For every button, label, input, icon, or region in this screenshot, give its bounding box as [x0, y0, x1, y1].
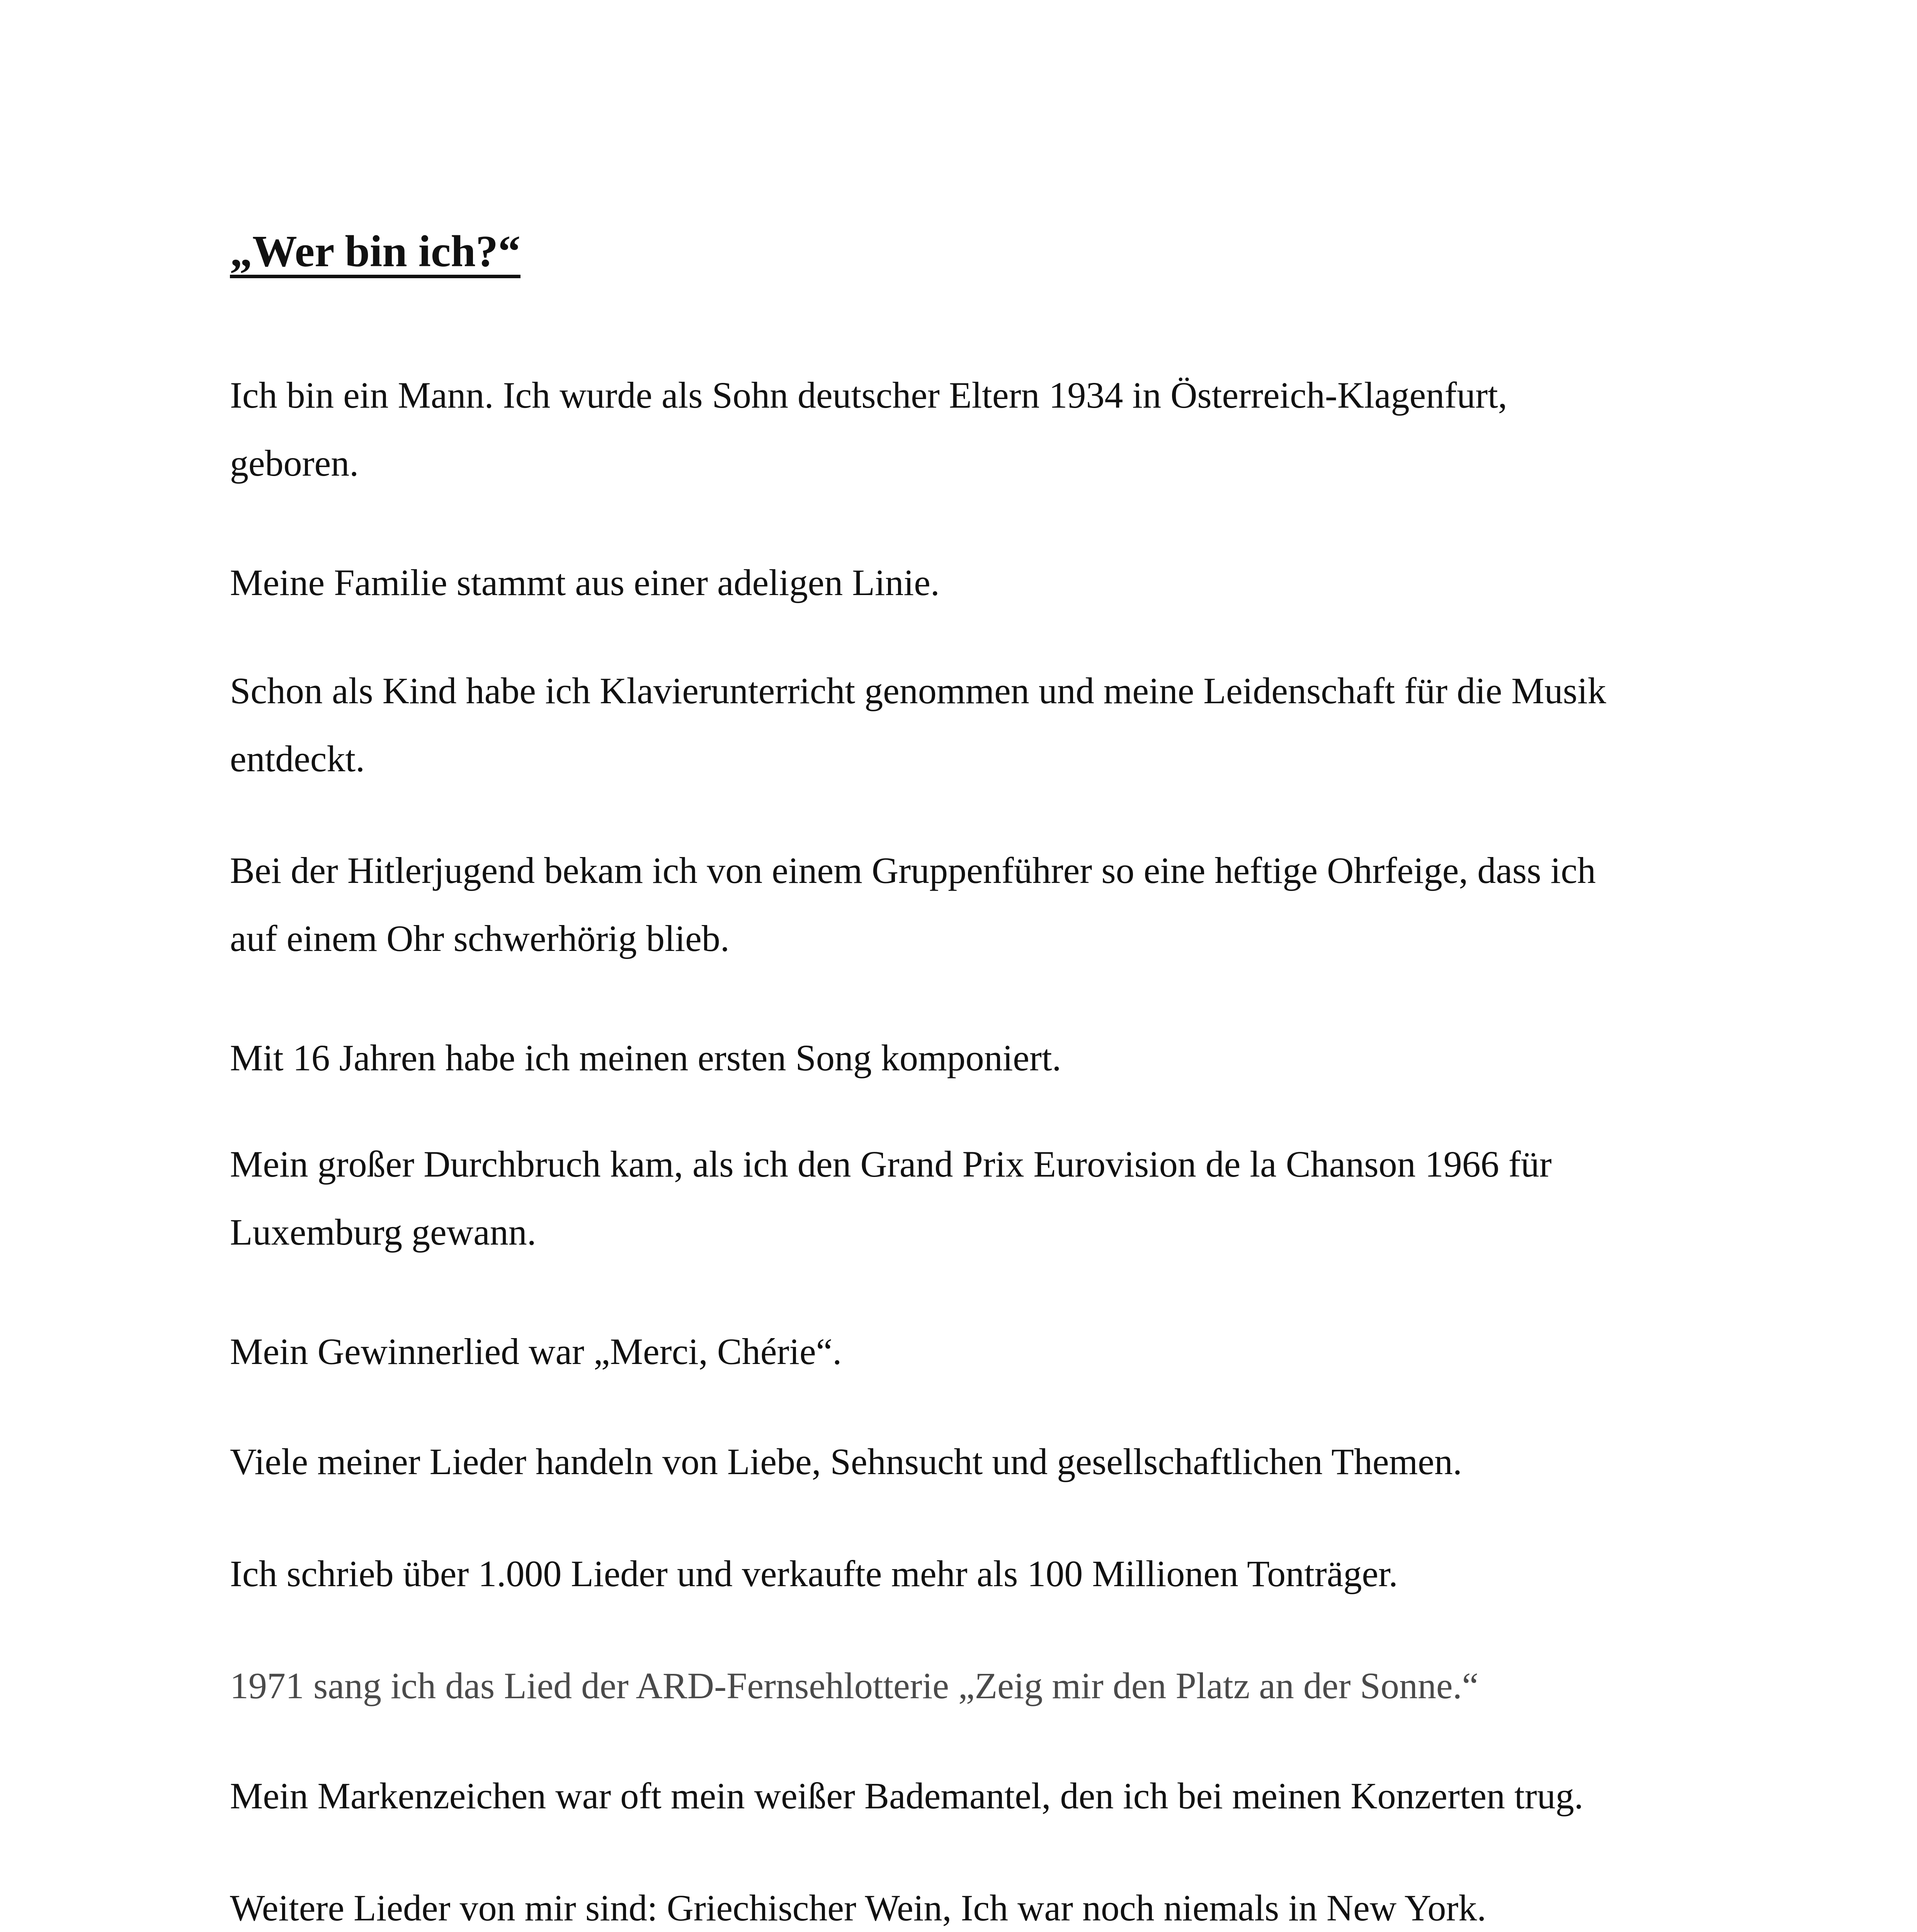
paragraph-line: Mein großer Durchbruch kam, als ich den Grand Prix Eurovision de la Chanson 1966 für	[230, 1143, 1552, 1185]
paragraph-line: Schon als Kind habe ich Klavierunterricht genommen und meine Leidenschaft für die Musik	[230, 670, 1606, 711]
paragraph-sales	[230, 1540, 1706, 1608]
paragraph-line: Viele meiner Lieder handeln von Liebe, Sehnsucht und gesellschaftlichen Themen.	[230, 1441, 1462, 1482]
paragraph-line: Mit 16 Jahren habe ich meinen ersten Song komponiert.	[230, 1037, 1061, 1078]
paragraph-childhood	[230, 657, 1706, 793]
paragraph-ard-lottery	[230, 1652, 1706, 1720]
paragraph-family	[230, 549, 1706, 617]
paragraph-first-song	[230, 1024, 1706, 1092]
paragraph-line: entdeckt.	[230, 738, 365, 779]
paragraph-line: Meine Familie stammt aus einer adeligen Linie.	[230, 562, 940, 603]
paragraph-line: Mein Gewinnerlied war „Merci, Chérie“.	[230, 1331, 842, 1372]
paragraph-themes	[230, 1428, 1706, 1496]
paragraph-line: geboren.	[230, 442, 359, 484]
paragraph-line: Weitere Lieder von mir sind: Griechischer Wein, Ich war noch niemals in New York.	[230, 1887, 1487, 1929]
paragraph-winning-song	[230, 1318, 1706, 1386]
paragraph-more-songs	[230, 1874, 1706, 1932]
paragraph-line: Ich schrieb über 1.000 Lieder und verkaufte mehr als 100 Millionen Tonträger.	[230, 1553, 1398, 1594]
page-title: „Wer bin ich?“	[230, 227, 520, 276]
paragraph-breakthrough	[230, 1130, 1706, 1266]
paragraph-line: 1971 sang ich das Lied der ARD-Fernsehlotterie „Zeig mir den Platz an der Sonne.“	[230, 1665, 1479, 1706]
paragraph-line: auf einem Ohr schwerhörig blieb.	[230, 918, 730, 959]
paragraph-line: Bei der Hitlerjugend bekam ich von einem Gruppenführer so eine heftige Ohrfeige, dass ich	[230, 850, 1596, 891]
paragraph-birth	[230, 361, 1706, 497]
paragraph-line: Luxemburg gewann.	[230, 1211, 536, 1253]
paragraph-hitlerjugend	[230, 837, 1706, 973]
paragraph-line: Mein Markenzeichen war oft mein weißer Bademantel, den ich bei meinen Konzerten trug.	[230, 1775, 1584, 1816]
paragraph-bathrobe	[230, 1762, 1706, 1830]
paragraph-line: Ich bin ein Mann. Ich wurde als Sohn deutscher Eltern 1934 in Österreich-Klagenfurt,	[230, 374, 1507, 416]
